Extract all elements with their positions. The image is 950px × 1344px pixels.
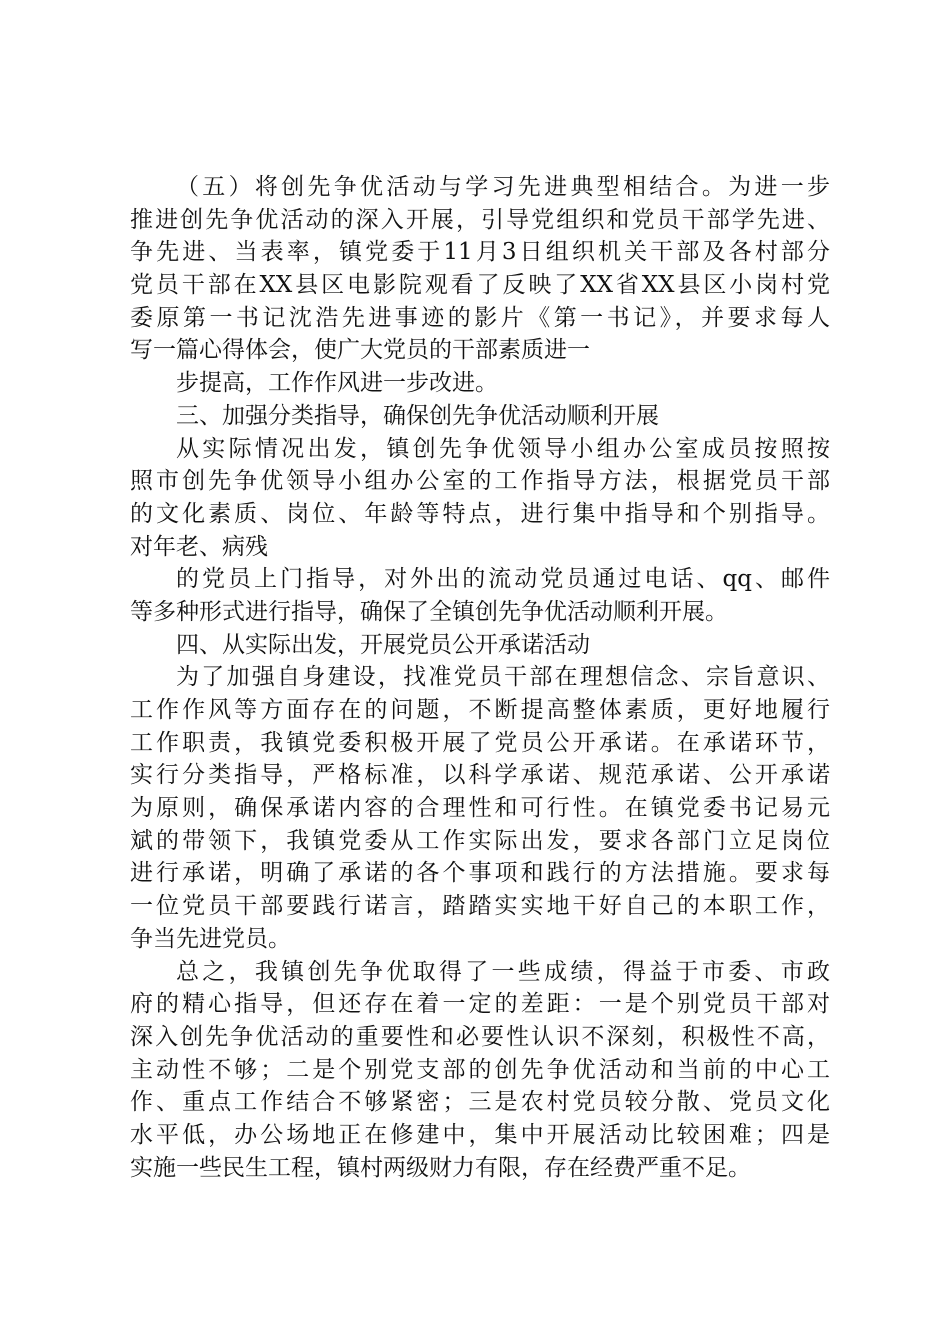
text-line: 总之，我镇创先争优取得了一些成绩，得益于市委、市政: [176, 958, 830, 985]
text-line: 步提高，工作作风进一步改进。: [176, 370, 498, 397]
text-line: 工作职责，我镇党委积极开展了党员公开承诺。在承诺环节，: [130, 729, 830, 756]
text-line: 的文化素质、岗位、年龄等特点，进行集中指导和个别指导。: [130, 500, 830, 527]
text-line: 实行分类指导，严格标准，以科学承诺、规范承诺、公开承诺: [130, 762, 830, 789]
text-line: 斌的带领下，我镇党委从工作实际出发，要求各部门立足岗位: [130, 827, 830, 854]
text-line: 一位党员干部要践行诺言，踏踏实实地干好自己的本职工作，: [130, 893, 830, 920]
text-line: 党员干部在XX县区电影院观看了反映了XX省XX县区小岗村党: [130, 272, 830, 299]
text-line: （五）将创先争优活动与学习先进典型相结合。为进一步: [176, 174, 830, 200]
text-line: 实施一些民生工程，镇村两级财力有限，存在经费严重不足。: [130, 1154, 751, 1181]
text-line: 府的精心指导，但还存在着一定的差距：一是个别党员干部对: [130, 991, 830, 1018]
text-line: 主动性不够；二是个别党支部的创先争优活动和当前的中心工: [130, 1056, 830, 1083]
text-line: 等多种形式进行指导，确保了全镇创先争优活动顺利开展。: [130, 598, 728, 625]
text-line: 写一篇心得体会，使广大党员的干部素质进一: [130, 337, 590, 364]
text-line: 从实际情况出发，镇创先争优领导小组办公室成员按照按: [176, 435, 830, 462]
text-line: 为了加强自身建设，找准党员干部在理想信念、宗旨意识、: [176, 664, 830, 691]
document-body: [130, 171, 830, 1184]
text-line: 作、重点工作结合不够紧密；三是农村党员较分散、党员文化: [130, 1089, 830, 1116]
text-line: 三、加强分类指导，确保创先争优活动顺利开展: [176, 402, 659, 429]
text-line: 为原则，确保承诺内容的合理性和可行性。在镇党委书记易元: [130, 795, 830, 822]
text-line: 争当先进党员。: [130, 925, 291, 952]
text-line: 委原第一书记沈浩先进事迹的影片《第一书记》，并要求每人: [130, 304, 830, 331]
text-line: 的党员上门指导，对外出的流动党员通过电话、qq、邮件: [176, 566, 830, 593]
text-line: 深入创先争优活动的重要性和必要性认识不深刻，积极性不高，: [130, 1023, 830, 1050]
text-line: 争先进、当表率，镇党委于11月3日组织机关干部及各村部分: [130, 239, 830, 266]
text-line: 推进创先争优活动的深入开展，引导党组织和党员干部学先进、: [130, 206, 830, 233]
text-line: 照市创先争优领导小组办公室的工作指导方法，根据党员干部: [130, 468, 830, 495]
text-line: 对年老、病残: [130, 533, 268, 560]
text-line: 四、从实际出发，开展党员公开承诺活动: [176, 631, 590, 658]
text-line: 进行承诺，明确了承诺的各个事项和践行的方法措施。要求每: [130, 860, 830, 887]
text-line: 工作作风等方面存在的问题，不断提高整体素质，更好地履行: [130, 697, 830, 723]
text-line: 水平低，办公场地正在修建中，集中开展活动比较困难；四是: [130, 1121, 830, 1148]
